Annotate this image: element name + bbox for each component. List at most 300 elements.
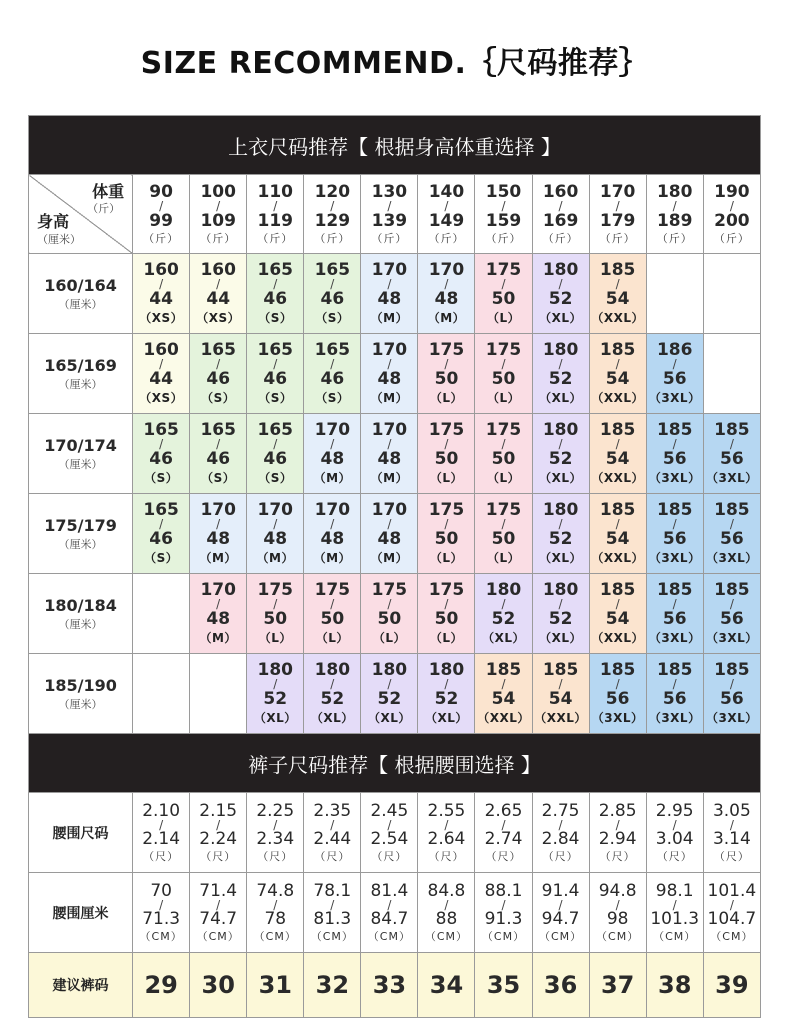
size-label: （L）: [486, 391, 521, 405]
size-cell: [361, 574, 418, 654]
recommended-pants-size: 33: [361, 953, 418, 1018]
size-cell: [304, 494, 361, 574]
chest-size: 170: [314, 420, 351, 440]
waist-range: [418, 802, 474, 864]
range-slash: /: [672, 517, 677, 531]
weight-unit: （斤）: [428, 232, 465, 245]
height-row: [29, 334, 761, 414]
range-slash: /: [387, 817, 392, 832]
recommended-pants-size: 32: [304, 953, 361, 1018]
waist-min: 101.4: [707, 880, 757, 901]
size-recommendation: [704, 660, 760, 727]
chest-size: 170: [371, 420, 408, 440]
waist-cm-row-cell: [532, 873, 589, 953]
chest-size: 165: [143, 500, 179, 520]
size-recommendation: [247, 260, 303, 327]
size-label: （S）: [315, 391, 350, 405]
range-slash: /: [159, 357, 164, 371]
chest-size: 185: [714, 580, 750, 600]
range-slash: /: [273, 357, 278, 371]
size-code: 54: [605, 609, 630, 629]
range-slash: /: [729, 199, 734, 213]
size-cell: [418, 334, 475, 414]
waist-range: [533, 802, 589, 864]
waist-max: 94.7: [541, 908, 580, 929]
size-label: （L）: [429, 471, 464, 485]
size-code: 50: [263, 609, 288, 629]
size-code: 52: [491, 609, 516, 629]
chest-size: 175: [257, 580, 294, 600]
weight-range: [418, 182, 474, 246]
chest-size: 165: [257, 340, 294, 360]
weight-unit: （斤）: [143, 232, 180, 245]
weight-range: [133, 182, 189, 246]
size-label: （M）: [370, 311, 409, 325]
chest-size: 185: [599, 660, 636, 680]
weight-unit: （斤）: [713, 232, 750, 245]
size-code: 48: [263, 529, 288, 549]
size-label: （XXL）: [591, 391, 644, 405]
size-cell: [475, 494, 532, 574]
size-code: 48: [320, 449, 345, 469]
recommended-pants-size: 30: [190, 953, 247, 1018]
size-recommendation: [361, 260, 417, 327]
chest-size: 175: [314, 580, 351, 600]
size-cell: [361, 414, 418, 494]
size-recommendation: [590, 260, 646, 327]
size-recommendation: [647, 580, 703, 647]
waist-size-row-cell: [247, 793, 304, 873]
size-recommendation: [533, 420, 589, 487]
waist-max: 3.04: [655, 828, 694, 849]
size-label: （XS）: [139, 391, 184, 405]
size-recommendation: [533, 340, 589, 407]
waist-unit: （CM）: [139, 929, 183, 943]
size-code: 56: [662, 609, 687, 629]
range-slash: /: [330, 277, 335, 291]
size-code: 52: [548, 609, 573, 629]
pants-section-heading: 裤子尺码推荐【 根据腰围选择 】: [29, 734, 761, 793]
weight-unit: （斤）: [87, 202, 121, 215]
size-code: 54: [548, 689, 573, 709]
range-slash: /: [387, 277, 392, 291]
size-recommendation: [361, 500, 417, 567]
range-slash: /: [216, 199, 221, 213]
size-code: 48: [206, 609, 231, 629]
size-label: （XS）: [139, 311, 184, 325]
range-slash: /: [273, 437, 278, 451]
waist-max: 101.3: [650, 908, 700, 929]
weight-range: [590, 182, 646, 246]
size-label: （XXL）: [591, 631, 644, 645]
size-recommendation: [647, 500, 703, 567]
height-range: 170/174: [44, 435, 117, 455]
chest-size: 170: [314, 500, 351, 520]
size-label: （S）: [258, 471, 293, 485]
size-code: 46: [206, 449, 231, 469]
waist-max: 2.74: [484, 828, 523, 849]
waist-min: 84.8: [427, 880, 466, 901]
size-recommendation: [647, 660, 703, 727]
size-cell: [304, 574, 361, 654]
chest-size: 180: [542, 500, 579, 520]
size-code: 50: [491, 449, 516, 469]
waist-cm-row-cell: [475, 873, 532, 953]
size-recommendation: [418, 340, 474, 407]
waist-size-row-cell: [304, 793, 361, 873]
range-slash: /: [501, 597, 506, 611]
weight-min: 120: [314, 182, 351, 202]
size-recommendation: [704, 420, 760, 487]
size-label: （L）: [429, 551, 464, 565]
waist-min: 94.8: [598, 880, 637, 901]
weight-range: [190, 182, 246, 246]
size-cell: [190, 574, 247, 654]
waist-unit: （尺）: [200, 849, 237, 863]
weight-unit: （斤）: [542, 232, 579, 245]
size-label: （L）: [315, 631, 349, 645]
chest-size: 175: [485, 260, 522, 280]
range-slash: /: [216, 597, 221, 611]
range-slash: /: [501, 677, 506, 691]
waist-cm-row-cell: [418, 873, 475, 953]
size-recommendation: [475, 500, 531, 567]
chest-size: 185: [714, 660, 750, 680]
size-recommendation: [418, 260, 474, 327]
height-row-header: [29, 574, 133, 654]
range-slash: /: [387, 897, 392, 912]
chest-size: 180: [314, 660, 351, 680]
weight-min: 170: [599, 182, 636, 202]
size-code: 46: [263, 449, 288, 469]
weight-min: 150: [485, 182, 522, 202]
range-slash: /: [615, 897, 620, 912]
size-code: 52: [548, 449, 573, 469]
size-cell: [646, 414, 703, 494]
weight-unit: （斤）: [200, 232, 237, 245]
chest-size: 170: [257, 500, 294, 520]
range-slash: /: [501, 199, 506, 213]
size-label: （3XL）: [705, 551, 758, 565]
weight-column-header: [475, 175, 532, 254]
size-label: （XL）: [539, 631, 583, 645]
chest-size: 175: [485, 420, 522, 440]
size-code: 50: [491, 289, 516, 309]
range-slash: /: [444, 897, 449, 912]
weight-range: [304, 182, 360, 246]
waist-unit: （CM）: [653, 929, 697, 943]
size-recommendation: [418, 580, 474, 647]
weight-column-header: [304, 175, 361, 254]
waist-min: 88.1: [484, 880, 523, 901]
range-slash: /: [387, 437, 392, 451]
size-recommendation: [533, 580, 589, 647]
size-label: （S）: [144, 551, 179, 565]
size-code: 52: [263, 689, 288, 709]
height-unit: （厘米）: [58, 617, 103, 631]
size-recommendation: [704, 580, 760, 647]
waist-size-row-cell: [646, 793, 703, 873]
weight-range: [647, 182, 703, 246]
waist-max: 2.54: [370, 828, 409, 849]
weight-unit: （斤）: [371, 232, 408, 245]
waist-max: 71.3: [142, 908, 181, 929]
range-slash: /: [273, 817, 278, 832]
size-cell: [589, 414, 646, 494]
waist-unit: （CM）: [310, 929, 354, 943]
empty-cell: [703, 334, 760, 414]
range-slash: /: [387, 517, 392, 531]
size-code: 50: [491, 529, 516, 549]
waist-range: [361, 802, 417, 864]
size-label: （3XL）: [705, 631, 758, 645]
size-cell: [133, 414, 190, 494]
chest-size: 170: [428, 260, 465, 280]
size-recommendation: [418, 500, 474, 567]
range-slash: /: [615, 277, 620, 291]
chest-size: 175: [428, 580, 465, 600]
size-recommendation: [533, 260, 589, 327]
range-slash: /: [330, 677, 335, 691]
size-label: （L）: [429, 631, 464, 645]
weight-range: [475, 182, 531, 246]
size-code: 56: [662, 369, 687, 389]
size-label: （S）: [144, 471, 179, 485]
size-recommendation: [647, 340, 703, 407]
size-cell: [589, 574, 646, 654]
size-recommendation: [590, 500, 646, 567]
size-code: 56: [662, 689, 687, 709]
size-cell: [418, 574, 475, 654]
size-recommendation: [475, 420, 531, 487]
size-cell: [361, 254, 418, 334]
range-slash: /: [729, 897, 734, 912]
waist-max: 2.64: [427, 828, 466, 849]
waist-max: 91.3: [484, 908, 523, 929]
waist-range: [704, 882, 760, 944]
weight-min: 190: [714, 182, 750, 202]
range-slash: /: [615, 597, 620, 611]
chest-size: 185: [542, 660, 579, 680]
recommended-pants-size-row: [29, 953, 761, 1018]
waist-unit: （CM）: [596, 929, 640, 943]
range-slash: /: [558, 277, 563, 291]
waist-max: 2.84: [541, 828, 580, 849]
range-slash: /: [729, 817, 734, 832]
waist-unit: （CM）: [710, 929, 754, 943]
size-recommendation: [247, 420, 303, 487]
size-recommendation: [533, 500, 589, 567]
chest-size: 185: [485, 660, 522, 680]
range-slash: /: [330, 437, 335, 451]
range-slash: /: [729, 437, 734, 451]
size-cell: [475, 574, 532, 654]
size-recommendation: [361, 340, 417, 407]
range-slash: /: [273, 597, 278, 611]
size-recommendation: [133, 500, 189, 567]
weight-header-row: [29, 175, 761, 254]
weight-min: 90: [149, 182, 173, 202]
range-slash: /: [159, 437, 164, 451]
chest-size: 185: [599, 260, 636, 280]
size-recommendation: [590, 420, 646, 487]
size-cell: [532, 254, 589, 334]
waist-min: 2.15: [199, 800, 238, 821]
height-unit: （厘米）: [58, 537, 103, 551]
range-slash: /: [216, 517, 221, 531]
weight-unit: （斤）: [485, 232, 522, 245]
size-label: （XXL）: [477, 711, 530, 725]
weight-unit: （斤）: [656, 232, 693, 245]
range-slash: /: [159, 517, 164, 531]
range-slash: /: [444, 357, 449, 371]
height-unit: （厘米）: [58, 457, 103, 471]
waist-range: [247, 802, 303, 864]
recommended-pants-size: 38: [646, 953, 703, 1018]
size-code: 54: [605, 529, 630, 549]
size-cell: [703, 414, 760, 494]
height-row: [29, 654, 761, 734]
weight-max: 119: [257, 211, 294, 231]
size-recommendation: [590, 340, 646, 407]
size-recommendation: [247, 660, 303, 727]
range-slash: /: [558, 597, 563, 611]
range-slash: /: [216, 277, 221, 291]
size-cell: [475, 254, 532, 334]
size-recommendation: [475, 340, 531, 407]
size-label: （S）: [201, 471, 236, 485]
size-recommendation: [247, 340, 303, 407]
size-code: 52: [548, 369, 573, 389]
weight-range: [704, 182, 760, 246]
size-label: （S）: [258, 391, 293, 405]
size-cell: [589, 254, 646, 334]
waist-cm-row: [29, 873, 761, 953]
size-cell: [532, 574, 589, 654]
size-cell: [703, 574, 760, 654]
size-code: 44: [206, 289, 231, 309]
waist-min: 2.25: [256, 800, 295, 821]
chest-size: 170: [200, 500, 236, 520]
chest-size: 165: [200, 340, 236, 360]
waist-range: [418, 882, 474, 944]
chest-size: 185: [656, 660, 693, 680]
height-row: [29, 494, 761, 574]
range-slash: /: [615, 437, 620, 451]
size-code: 52: [548, 289, 573, 309]
height-label: 身高: [37, 212, 70, 231]
size-code: 50: [434, 449, 459, 469]
size-cell: [247, 334, 304, 414]
size-label: （3XL）: [705, 471, 758, 485]
size-label: （M）: [427, 311, 466, 325]
top-section-header-row: [29, 116, 761, 175]
weight-range: [361, 182, 417, 246]
size-code: 48: [434, 289, 459, 309]
weight-column-header: [703, 175, 760, 254]
size-recommendation: [304, 420, 360, 487]
size-label: （S）: [315, 311, 350, 325]
weight-max: 129: [314, 211, 351, 231]
size-cell: [190, 254, 247, 334]
size-recommendation: [361, 420, 417, 487]
empty-cell: [133, 574, 190, 654]
range-slash: /: [558, 199, 563, 213]
height-unit: （厘米）: [58, 377, 103, 391]
range-slash: /: [558, 517, 563, 531]
size-recommendation: [475, 580, 531, 647]
waist-range: [647, 882, 703, 944]
weight-range: [533, 182, 589, 246]
waist-min: 2.10: [142, 800, 181, 821]
size-code: 56: [720, 609, 744, 629]
weight-label: 体重: [92, 182, 125, 201]
size-code: 46: [263, 369, 288, 389]
waist-range: [647, 802, 703, 864]
size-code: 46: [263, 289, 288, 309]
size-code: 52: [377, 689, 402, 709]
size-recommendation: [704, 500, 760, 567]
waist-cm-row-cell: [589, 873, 646, 953]
height-row: [29, 254, 761, 334]
size-cell: [646, 494, 703, 574]
waist-max: 98: [606, 908, 629, 929]
size-code: 46: [320, 289, 345, 309]
size-label: （3XL）: [648, 711, 701, 725]
size-recommendation: [190, 500, 246, 567]
size-label: （L）: [486, 551, 521, 565]
waist-cm-row-cell: [703, 873, 760, 953]
range-slash: /: [216, 897, 221, 912]
chest-size: 175: [485, 340, 522, 360]
range-slash: /: [159, 897, 164, 912]
waist-size-row-label: 腰围尺码: [29, 793, 133, 873]
waist-range: [475, 882, 531, 944]
range-slash: /: [444, 437, 449, 451]
chest-size: 180: [542, 340, 579, 360]
waist-unit: （CM）: [196, 929, 240, 943]
size-recommendation: [190, 260, 246, 327]
range-slash: /: [387, 677, 392, 691]
waist-cm-row-cell: [646, 873, 703, 953]
weight-min: 110: [257, 182, 294, 202]
waist-unit: （尺）: [599, 849, 636, 863]
range-slash: /: [216, 357, 221, 371]
range-slash: /: [159, 199, 164, 213]
size-code: 44: [149, 369, 173, 389]
size-code: 48: [377, 369, 402, 389]
waist-range: [247, 882, 303, 944]
size-code: 56: [720, 689, 744, 709]
size-code: 54: [491, 689, 516, 709]
range-slash: /: [672, 437, 677, 451]
size-label: （XL）: [539, 551, 583, 565]
size-recommendation: [304, 660, 360, 727]
size-recommendation: [475, 660, 531, 727]
size-cell: [418, 414, 475, 494]
size-code: 50: [377, 609, 402, 629]
size-code: 48: [377, 289, 402, 309]
size-code: 56: [605, 689, 630, 709]
range-slash: /: [387, 199, 392, 213]
size-recommendation: [590, 580, 646, 647]
size-recommendation: [133, 420, 189, 487]
range-slash: /: [615, 817, 620, 832]
size-label: （XL）: [539, 311, 583, 325]
size-label: （M）: [256, 551, 294, 565]
size-label: （XL）: [253, 711, 297, 725]
size-recommendation: [190, 420, 246, 487]
